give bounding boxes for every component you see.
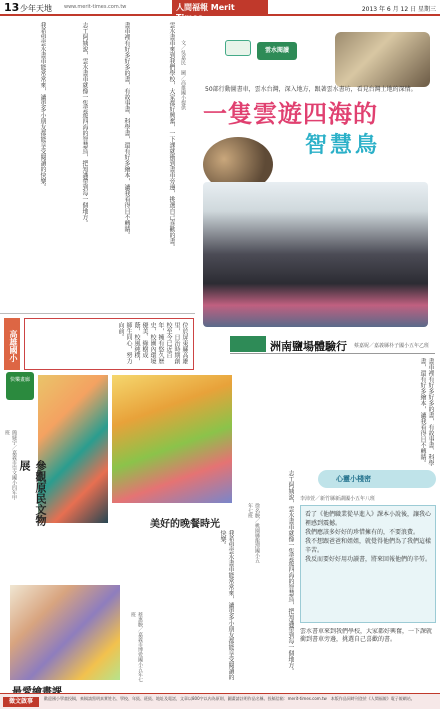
headline-body: 書車裡有好多好多的書，有故事書、科學書，還有好多繪本，讓我看得目不轉睛。	[419, 358, 434, 466]
article-column-3: 志工阿姨說，雲水書車就像一隻雲遊四海的智慧鳥，把知識帶到每一個地方。	[81, 22, 88, 226]
mood-line: 我反而要好好用功讀書，將來回報他們的辛勞。	[305, 556, 432, 563]
article-byline: 文／吳嘉民 圖／高雄國小提供	[180, 40, 186, 110]
artwork-dinner	[112, 375, 232, 503]
photo-reading-children	[335, 32, 430, 87]
mood-line: 看了《他們職業從早進入》課本小說後，讓我心裡感到震撼。	[305, 511, 432, 527]
divider	[0, 313, 195, 314]
headline-banner	[230, 336, 435, 354]
photo-bookmobile-crowd	[203, 182, 428, 327]
mood-title: 心靈小棧密	[336, 475, 371, 483]
footer-text: 歡迎國小學童投稿，來稿請寫明真實姓名、學校、年級、班級、地址及電話，文章以800字以內為原則，圖畫請註明作品名稱。投稿信箱：merit-times.com.tw 本版作品同時刊登於《人間福報》電子報網站。	[44, 696, 415, 701]
page-header	[0, 0, 440, 22]
visit-byline: 簡婕宇／嘉義市崇文國小四年甲班	[4, 430, 17, 500]
mood-line: 我不想跟爸爸和姐姐，就覺得他們為了我們這樣辛苦。	[305, 538, 432, 554]
promo-title-highlight: 智慧鳥	[305, 133, 381, 158]
drawing-class-byline: 蔡惠駿／嘉義市博愛國小五年七班	[130, 612, 143, 682]
promo-tagline: 50部行動圖書車，雲水台灣，深入地方，跟著雲水書坊，看見台灣土地的深情。	[205, 86, 417, 93]
mood-box	[300, 505, 436, 623]
artwork-drawing-class	[10, 585, 120, 680]
promo-badge: 雲水閱讀	[257, 42, 297, 60]
promo-block	[195, 32, 435, 332]
page-number: 13	[4, 1, 20, 14]
page-footer	[0, 693, 440, 709]
artwork-visit	[38, 375, 108, 523]
article-column-1: 雲水書車來到我們學校，大家都好興奮，一下課就衝到書車旁邊，挑選自己喜歡的書。	[168, 22, 175, 250]
newspaper-logo: 人間福報 Merit Times	[172, 0, 268, 14]
mood-byline: 李沛萱／新竹縣新湖國小五年八班	[300, 496, 376, 502]
site-url: www.merit-times.com.tw	[64, 4, 127, 10]
article-column-2: 書車裡有好多好多的書，有故事書、科學書，還有好多繪本，讓我看得目不轉睛。	[123, 22, 130, 238]
article-column-4: 我希望雲水書車能常常來，讓更多小朋友都能享受閱讀的快樂。	[39, 22, 46, 190]
mood-extra: 雲水書車來到我們學校，大家都好興奮，一下課就衝到書車旁邊，挑選自己喜歡的書。	[300, 628, 433, 643]
dinner-title: 美好的晚餐時光	[150, 519, 220, 530]
promo-title: 一隻雲遊四海的	[203, 100, 378, 128]
flag-decoration	[230, 336, 266, 352]
school-info-text: 位於屏東縣高雄里，日治時期創校至今已近百年，擁有悠久歷史，校園內環境優美、綠樹成蔭，校風純樸，師生同心，努力向前。	[117, 322, 188, 364]
issue-date: 2013 年 6 月 12 日 星期三	[361, 6, 436, 13]
dinner-byline: 徐名駿／桃園縣龍潭國小五年七班	[247, 503, 260, 563]
school-info-box	[24, 318, 194, 370]
headline-title: 洲南鹽場體驗行	[270, 340, 347, 353]
school-tag: 高雄國小	[4, 318, 20, 370]
footer-tag: 徵文啟事	[3, 697, 39, 707]
book-bus-icon	[225, 40, 251, 56]
dance-body: 我希望雲水書車能常常來，讓更多小朋友都能享受閱讀的快樂。	[219, 530, 234, 680]
gallery-tag: 快樂畫廊	[6, 372, 34, 400]
mood-line: 我們應該多好好的珍惜擁有的，不要浪費。	[305, 529, 420, 536]
visit-title: 參觀原民文物展	[18, 460, 47, 526]
dinner-body: 志工阿姨說，雲水書車就像一隻雲遊四海的智慧鳥，把知識帶到每一個地方。	[287, 470, 294, 674]
headline-byline: 蔡嘉妮／嘉義縣朴子國小五年乙班	[354, 343, 430, 349]
section-name: 少年天地	[20, 4, 52, 13]
